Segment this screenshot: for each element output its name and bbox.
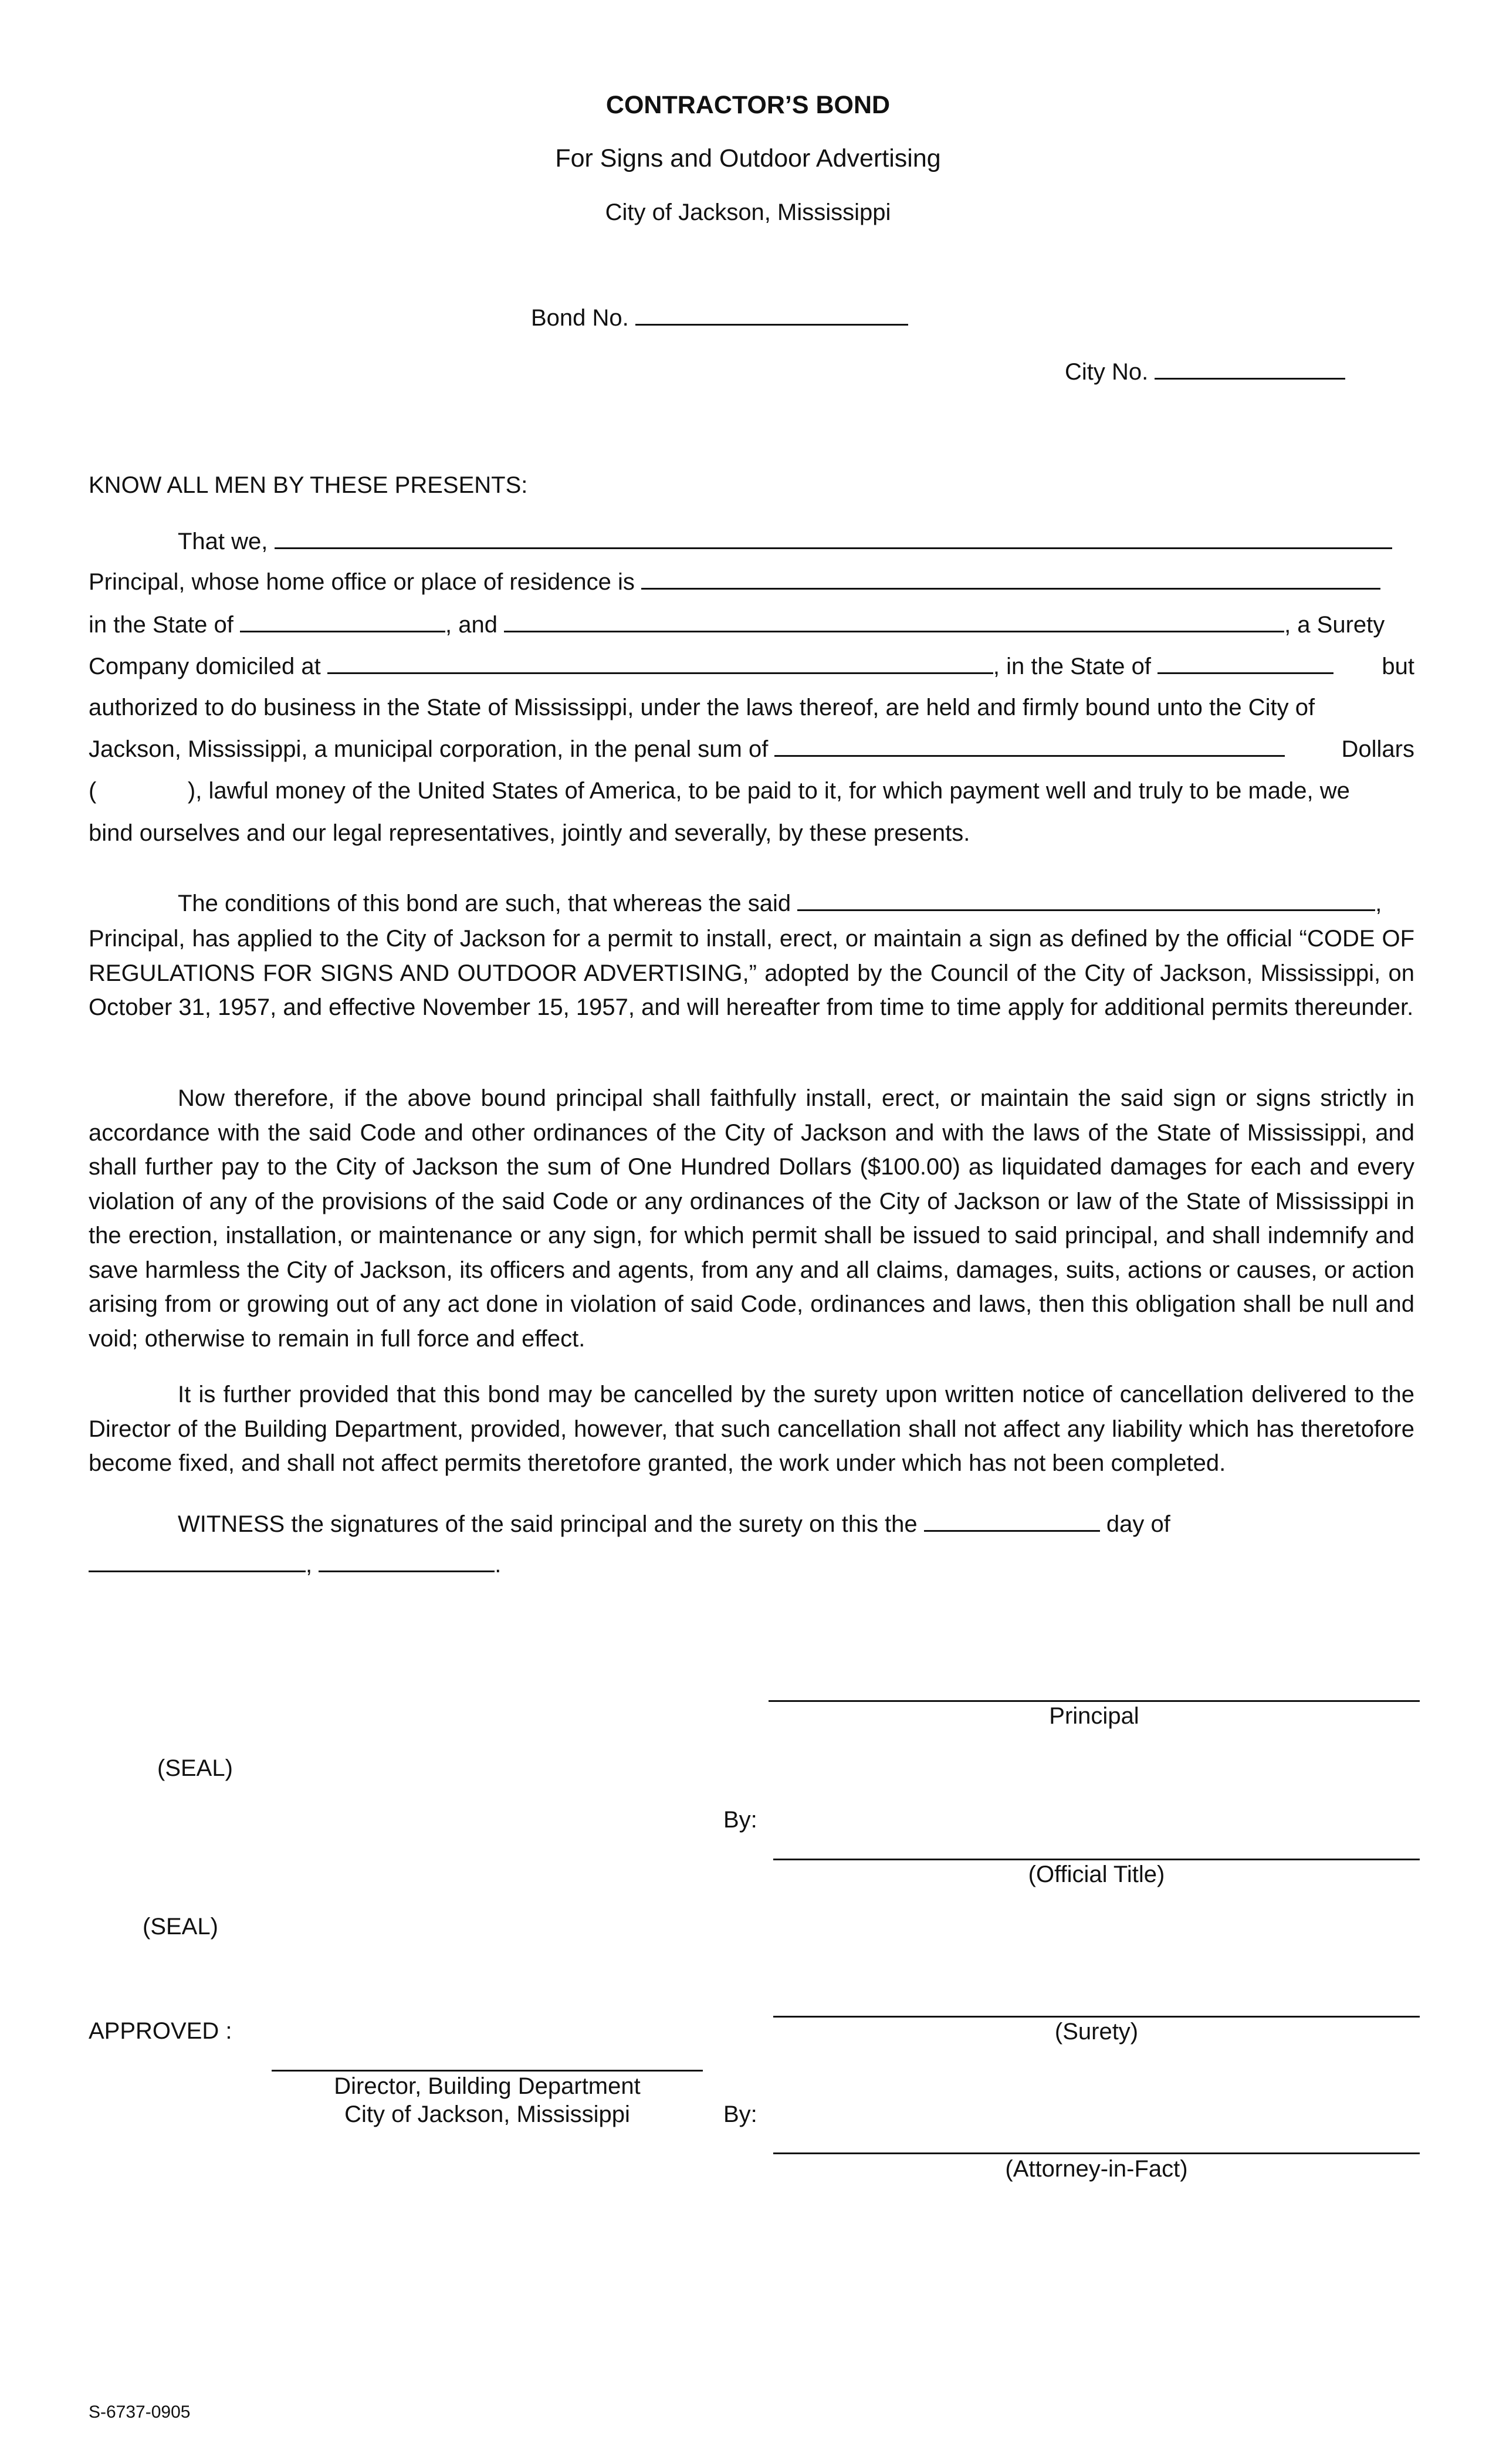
p1-line6 xyxy=(89,732,1414,767)
by-label-1: By: xyxy=(723,1807,757,1833)
approved-label: APPROVED : xyxy=(89,2018,232,2044)
official-title-signature-line[interactable] xyxy=(773,1859,1420,1860)
header-city: City of Jackson, Mississippi xyxy=(605,199,891,225)
p1-line3 xyxy=(89,607,1414,642)
penal-sum-blank[interactable] xyxy=(774,736,1285,757)
attorney-label: (Attorney-in-Fact) xyxy=(1005,2156,1188,2182)
director-title: Director, Building Department xyxy=(334,2073,641,2099)
principal-label: Principal xyxy=(1049,1703,1139,1729)
witness-day-blank[interactable] xyxy=(924,1511,1100,1532)
official-title-label: (Official Title) xyxy=(1028,1861,1165,1887)
city-number-label: City No. xyxy=(1065,359,1149,385)
seal-1: (SEAL) xyxy=(157,1755,233,1781)
witness-line1 xyxy=(89,1507,1414,1542)
p1-line4 xyxy=(89,649,1414,684)
p2-line1 xyxy=(89,886,1414,921)
p4-body: It is further provided that this bond may be cancelled by the surety upon written notice of cancellation delivered to the Director of the Building Department, provided, however, that such cancellation shall not affect any liability which has theretofore become fixed, and shall not affect permits theretofore granted, the work under which has not been completed. xyxy=(89,1382,1414,1476)
principal-signature-line[interactable] xyxy=(769,1700,1420,1702)
p1-state-label: in the State of xyxy=(89,612,233,638)
principal-state-blank[interactable] xyxy=(240,612,445,632)
surety-domicile-blank[interactable] xyxy=(327,654,993,674)
witness-line2 xyxy=(89,1547,1414,1582)
by-label-2: By: xyxy=(723,2101,757,2127)
p3-body: Now therefore, if the above bound principal shall faithfully install, erect, or maintain the said sign or signs strictly in accordance with the said Code and other ordinances of the City of Jackson and with the laws of the State of Mississippi, and shall further pay to the City of Jackson the sum of One Hundred Dollars ($100.00) as liquidated damages for each and every violation of any of the provisions of the said Code or any ordinances of the City of Jackson or law of the State of Mississippi in the erection, installation, or maintenance or any sign, for which permit shall be issued to said principal, and shall indemnify and save harmless the City of Jackson, its officers and agents, from any and all claims, damages, suits, actions or causes, or action arising from or growing out of any act done in violation of said Code, ordinances and laws, then this obligation shall be null and void; otherwise to remain in full force and effect. xyxy=(89,1085,1414,1352)
bond-number-field[interactable] xyxy=(531,304,908,331)
director-signature-line[interactable] xyxy=(272,2070,703,2072)
principal-name-blank[interactable] xyxy=(275,529,1392,549)
p1-residence-label: Principal, whose home office or place of residence is xyxy=(89,569,635,595)
witness-month-blank[interactable] xyxy=(89,1552,306,1572)
city-number-field[interactable] xyxy=(1065,358,1345,385)
p1-domiciled-label: Company domiciled at xyxy=(89,654,321,679)
seal-2: (SEAL) xyxy=(143,1914,218,1940)
attorney-signature-line[interactable] xyxy=(773,2152,1420,2154)
p1-line7: ( ), lawful money of the United States of America, to be paid to it, for which payment well and truly to be made, we xyxy=(89,778,1350,804)
surety-label: (Surety) xyxy=(1054,2019,1139,2045)
principal-said-blank[interactable] xyxy=(797,891,1375,911)
document-title: CONTRACTOR’S BOND xyxy=(605,91,891,119)
p1-that-we: That we, xyxy=(178,529,268,554)
know-all-men-heading: KNOW ALL MEN BY THESE PRESENTS: xyxy=(89,472,528,498)
bond-number-blank[interactable] xyxy=(635,304,908,326)
p2-whereas-label: The conditions of this bond are such, that whereas the said xyxy=(178,891,791,916)
p1-dollars: Dollars xyxy=(1341,736,1414,762)
director-city: City of Jackson, Mississippi xyxy=(344,2101,630,2127)
witness-comma: , xyxy=(306,1552,313,1578)
witness-period: . xyxy=(495,1552,502,1578)
form-code: S-6737-0905 xyxy=(89,2402,191,2422)
p1-state-of: , in the State of xyxy=(993,654,1151,679)
p1-line5: authorized to do business in the State of Mississippi, under the laws thereof, are held and firmly bound unto the City of xyxy=(89,695,1315,720)
p1-and: , and xyxy=(445,612,497,638)
p1-line8: bind ourselves and our legal representatives, jointly and severally, by these presents. xyxy=(89,820,970,846)
residence-blank[interactable] xyxy=(641,569,1380,590)
p1-penal-sum-label: Jackson, Mississippi, a municipal corporation, in the penal sum of xyxy=(89,736,769,762)
p1-line1 xyxy=(89,524,1414,559)
p1-line2 xyxy=(89,564,1414,600)
p2-comma: , xyxy=(1375,891,1382,916)
document-subtitle: For Signs and Outdoor Advertising xyxy=(555,144,941,172)
surety-signature-line[interactable] xyxy=(773,2016,1420,2018)
surety-state-blank[interactable] xyxy=(1157,654,1333,674)
witness-year-blank[interactable] xyxy=(319,1552,495,1572)
witness-text: WITNESS the signatures of the said principal and the surety on this the xyxy=(178,1511,918,1537)
p1-a-surety: , a Surety xyxy=(1284,612,1385,638)
bond-number-label: Bond No. xyxy=(531,305,629,331)
witness-day-of: day of xyxy=(1106,1511,1170,1537)
p2-body: Principal, has applied to the City of Jackson for a permit to install, erect, or maintain a sign as defined by the official “CODE OF REGULATIONS FOR SIGNS AND OUTDOOR ADVERTISING,” adopted by the Council of the City of Jackson, Mississippi, on October 31, 1957, and effective November 15, 1957, and will hereafter from time to time apply for additional permits thereunder. xyxy=(89,926,1414,1020)
p1-but: but xyxy=(1382,654,1414,679)
surety-name-blank[interactable] xyxy=(504,612,1284,632)
city-number-blank[interactable] xyxy=(1155,358,1345,380)
